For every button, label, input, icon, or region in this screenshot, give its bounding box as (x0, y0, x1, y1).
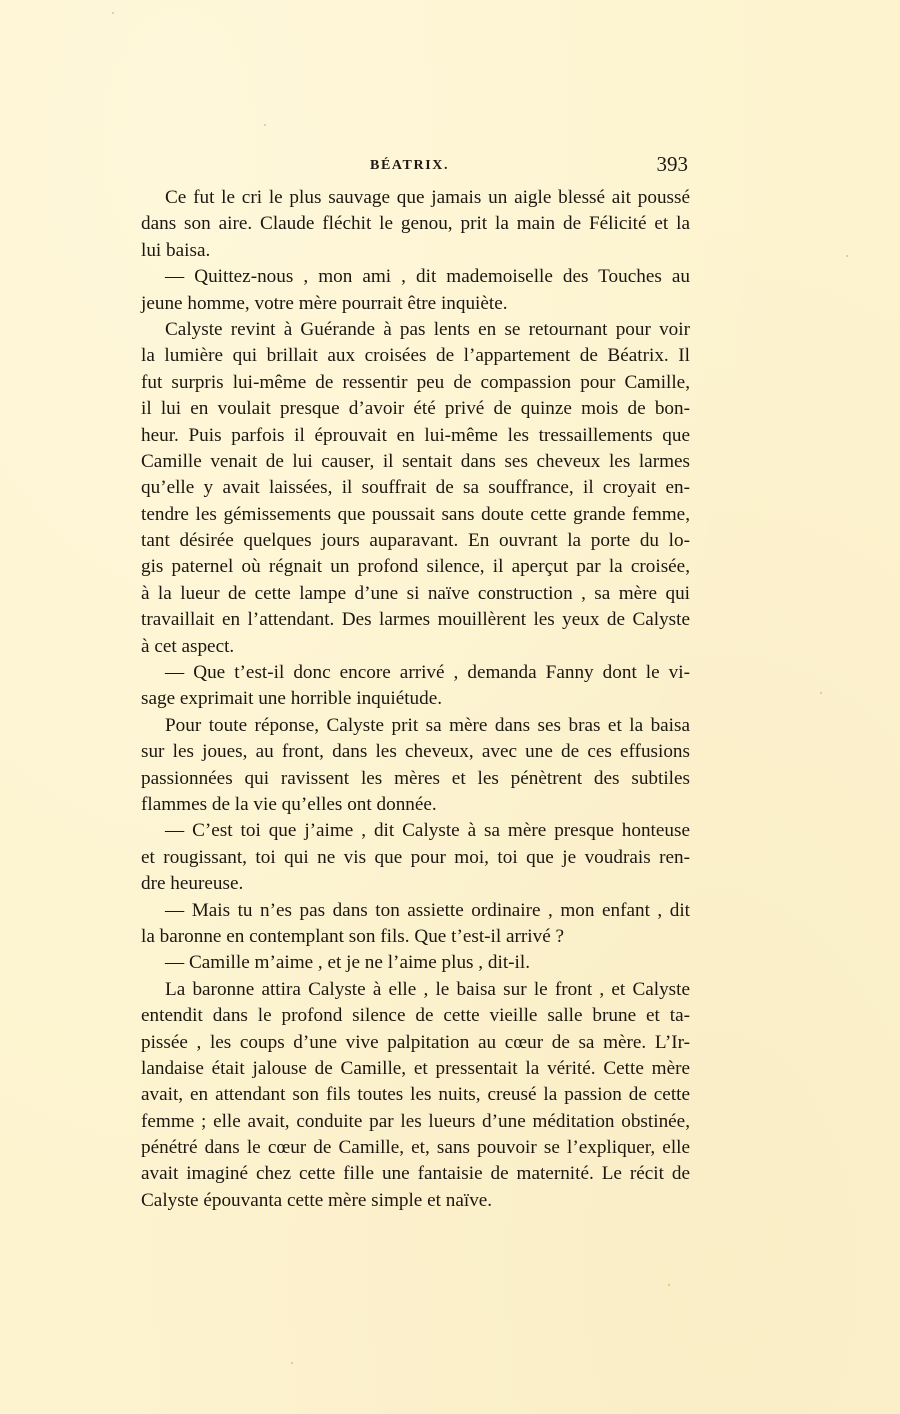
paragraph (117, 317, 690, 660)
text-line: et rougissant, toi qui ne vis que pour moi, toi que je voudrais ren- (141, 846, 690, 868)
text-line: Pour toute réponse, Calyste prit sa mère dans ses bras et la baisa (165, 714, 690, 736)
text-line: Calyste revint à Guérande à pas lents en se retournant pour voir (165, 318, 690, 340)
text-line: lui baisa. (141, 239, 211, 261)
paragraph (117, 898, 690, 951)
text-line: à la lueur de cette lampe d’une si naïve construction , sa mère qui (141, 582, 690, 604)
text-line: tendre les gémissements que poussait sans doute cette grande femme, (141, 503, 690, 525)
text-line: avait, en attendant son fils toutes les nuits, creusé la passion de cette (141, 1084, 690, 1106)
text-line: il lui en voulait presque d’avoir été privé de quinze mois de bon- (141, 398, 690, 420)
text-line: entendit dans le profond silence de cette vieille salle brune et ta- (141, 1005, 690, 1027)
text-line: Ce fut le cri le plus sauvage que jamais un aigle blessé ait poussé (165, 187, 690, 208)
text-line: la baronne en contemplant son fils. Que t’est-il arrivé ? (141, 925, 565, 947)
text-line: qu’elle y avait laissées, il souffrait de sa souffrance, il croyait en- (141, 477, 690, 499)
paragraph (117, 264, 690, 317)
paragraph (117, 713, 690, 819)
text-line: pissée , les coups d’une vive palpitation au cœur de sa mère. L’Ir- (141, 1031, 690, 1053)
text-line: flammes de la vie qu’elles ont donnée. (141, 793, 437, 815)
text-line: passionnées qui ravissent les mères et les pénètrent des subtiles (141, 767, 690, 789)
text-line: sur les joues, au front, dans les cheveux, avec une de ces effusions (141, 741, 690, 763)
text-line: — Mais tu n’es pas dans ton assiette ordinaire , mon enfant , dit (165, 899, 690, 921)
text-line: gis paternel où régnait un profond silence, il aperçut par la croisée, (141, 556, 690, 578)
text-line: — C’est toi que j’aime , dit Calyste à sa mère presque honteuse (165, 820, 690, 842)
text-line: dre heureuse. (141, 873, 244, 895)
text-line: Calyste épouvanta cette mère simple et naïve. (141, 1189, 493, 1211)
text-line: la lumière qui brillait aux croisées de l’appartement de Béatrix. Il (141, 345, 690, 367)
text-line: landaise était jalouse de Camille, et pressentait la vérité. Cette mère (141, 1057, 690, 1079)
running-header (117, 152, 690, 182)
text-line: pénétré dans le cœur de Camille, et, sans pouvoir se l’expliquer, elle (141, 1137, 690, 1159)
paper-speck (820, 692, 822, 694)
text-line: avait imaginé chez cette fille une fantaisie de maternité. Le récit de (141, 1163, 690, 1185)
paragraph (117, 977, 690, 1215)
paper-speck (668, 1284, 670, 1286)
page-number: 393 (656, 152, 688, 176)
paragraph (117, 185, 690, 264)
paragraph (117, 660, 690, 713)
text-line: dans son aire. Claude fléchit le genou, prit la main de Félicité et la (141, 213, 690, 235)
text-line: La baronne attira Calyste à elle , le baisa sur le front , et Calyste (165, 978, 690, 1000)
paragraph (117, 950, 690, 976)
text-line: fut surpris lui-même de ressentir peu de compassion pour Camille, (141, 371, 690, 393)
text-line: heur. Puis parfois il éprouvait en lui-même les tressaillements que (141, 424, 690, 446)
text-line: — Camille m’aime , et je ne l’aime plus , dit-il. (165, 952, 531, 974)
text-line: — Que t’est-il donc encore arrivé , demanda Fanny dont le vi- (165, 662, 690, 684)
body-text (117, 185, 690, 1214)
paper-speck (291, 1362, 293, 1364)
text-line: Camille venait de lui causer, il sentait dans ses cheveux les larmes (141, 450, 690, 472)
text-line: sage exprimait une horrible inquiétude. (141, 688, 443, 710)
paragraph (117, 818, 690, 897)
paper-speck (846, 255, 848, 257)
paper-speck (264, 124, 266, 126)
text-line: à cet aspect. (141, 635, 235, 657)
text-line: tant désirée quelques jours auparavant. En ouvrant la porte du lo- (141, 530, 690, 552)
text-line: travaillait en l’attendant. Des larmes mouillèrent les yeux de Calyste (141, 609, 690, 631)
text-line: femme ; elle avait, conduite par les lueurs d’une méditation obstinée, (141, 1110, 690, 1132)
running-title: BÉATRIX. (370, 158, 450, 173)
paper-speck (112, 12, 114, 14)
text-line: jeune homme, votre mère pourrait être inquiète. (141, 292, 508, 314)
text-line: — Quittez-nous , mon ami , dit mademoiselle des Touches au (165, 266, 690, 288)
